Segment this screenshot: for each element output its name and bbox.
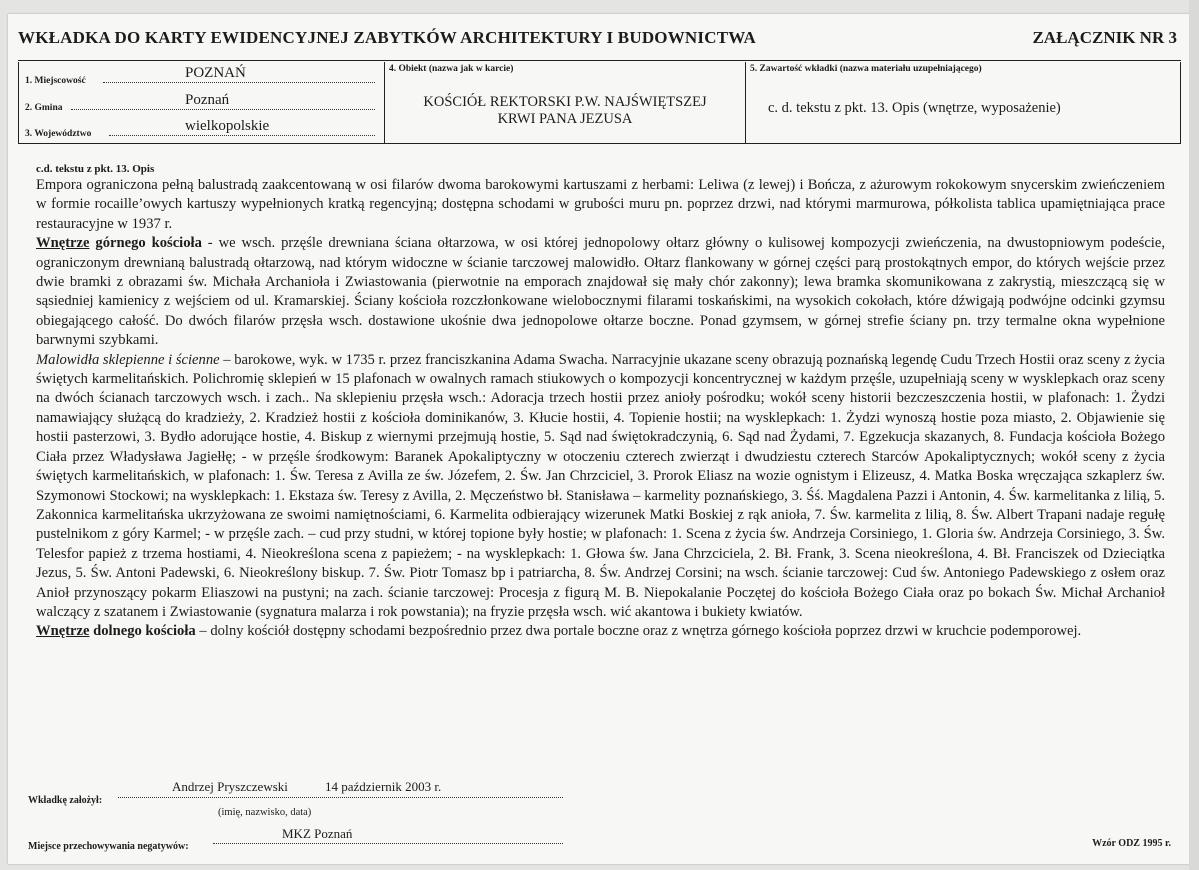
wojewodztwo-label: 3. Województwo: [25, 129, 92, 139]
paragraph-upper-church: [36, 234, 1165, 350]
author-name: Andrzej Pryszczewski: [172, 779, 288, 794]
gmina-label: 2. Gmina: [25, 103, 63, 113]
gmina-value: Poznań: [185, 92, 230, 108]
object-name: [385, 94, 745, 128]
object-name-line-2: KRWI PANA JEZUSA: [497, 111, 633, 127]
metadata-table: [18, 62, 1181, 144]
miejscowosc-label: 1. Miejscowość: [25, 76, 86, 86]
annex-number: ZAŁĄCZNIK NR 3: [1032, 28, 1177, 47]
form-template-id: Wzór ODZ 1995 r.: [1092, 838, 1171, 849]
author-date: 14 październik 2003 r.: [325, 779, 442, 794]
miejscowosc-value: POZNAŃ: [185, 65, 246, 81]
paintings-text: – barokowe, wyk. w 1735 r. przez franciszkanina Adama Swacha. Narracyjnie ukazane sceny obrazują poznańską legendę Cudu Trzech Hostii oraz sceny z życia świętych karmelitańskich. Polichromię sklepień w 15 plafonach w owalnych ramach stiukowych o kompozycji koncentrycznej w każdym przęśle, uzupełniają sceny w wysklepkach oraz sceny na dwóch ścianach tarczowych wsch. i zach.. Na sklepieniu przęsła wsch.: Adoracja trzech hostii przez anioły pośrodku; wokół sceny historii bezczeszczenia hostii, w plafonach: 1. Żydzi namawiający służącą do kradzieży, 2. Kradzież hostii z kościoła dominikanów, 3. Kłucie hostii, 4. Topienie hostii; na wysklepkach: 1. Żydzi wynoszą hostie poza miasto, 2. Objawienie się hostii pasterzowi, 3. Bydło adorujące hostie, 4. Biskup z wiernymi przejmują hostie, 5. Sąd nad świętokradczynią, 6. Sąd nad Żydami, 7. Egzekucja skazanych, 8. Fundacja kościoła Bożego Ciała przez Władysława Jagiełłę; - w przęśle środkowym: Baranek Apokaliptyczny w otoczeniu czterech zwierząt i dwudziestu czterech Starców Apokaliptycznych; wokół sceny z życia świętych karmelitańskich, w plafonach: 1. Św. Teresa z Avilla ze św. Józefem, 2. Św. Jan Chrzciciel, 3. Prorok Eliasz na wozie ognistym i Elizeusz, 4. Matka Boska wręczająca szkaplerz św. Szymonowi Stockowi; na wysklepkach: 1. Ekstaza św. Teresy z Avilla, 2. Męczeństwo bł. Stanisława – karmelity poznańskiego, 3. Śś. Magdalena Pazzi i Antonin, 4. Św. karmelitanka z lilią, 5. Zakonnica karmelitańska ukrzyżowana ze swoimi namiętnościami, 6. Karmelita odbierający wizerunek Matki Boskiej z rąk anioła, 7. Św. karmelita z lilią, 8. Św. Albert Trapani nadaje regułę pustelnikom z góry Karmel; - w przęśle zach. – cud przy studni, w której topione były hostie; w plafonach: 1. Scena z życia św. Andrzeja Corsiniego, 1. Gloria św. Andrzeja Corsiniego, 3. Św. Telesfor papież z trzema hostiami, 4. Nieokreślona scena z papieżem; - na wysklepkach: 1. Głowa św. Jana Chrzciciela, 2. Bł. Frank, 3. Scena nieokreślona, 4. Bł. Franciszek od Dzieciątka Jezus, 5. Św. Antoni Padewski, 6. Nieokreślony biskup. 7. Św. Piotr Tomasz bp i patriarcha, 8. Św. Andrzej Corsini; na wsch. ścianie tarczowej: Cud św. Antoniego Padewskiego z osłem oraz Anioł przynoszący pokarm Eliaszowi na pustyni; na zach. ścianie tarczowej: Procesja z figurą M. B. Niepokalanie Poczętej do kościoła Bożego Ciała oraz po bokach Św. Michał Archanioł walczący z szatanem i Zwiastowanie (sygnatura malarza i rok powstania); na fryzie przęsła wsch. wić akantowa i bukiety kwiatów.: [36, 351, 1165, 620]
author-hint: (imię, nazwisko, data): [218, 807, 312, 818]
description-body: [36, 163, 1165, 642]
paragraph-lower-church: [36, 622, 1165, 641]
storage-label: Miejsce przechowywania negatywów:: [28, 841, 189, 852]
continuation-label: c.d. tekstu z pkt. 13. Opis: [36, 163, 155, 175]
paragraph-empora: Empora ograniczona pełną balustradą zaakcentowaną w osi filarów dwoma barokowymi kartuszami z herbami: Leliwa (z lewej) i Bończa, z ażurowym rokokowym snycerskim zwieńczeniem w formie rocaille’owych kartuszy wypełnionych kratką regencyjną; dostępna schodami w grubości muru pn. poprzez drzwi, nad którymi marmurowa, półkolista tablica upamiętniająca prace restauracyjne w 1937 r.: [36, 177, 1165, 232]
gmina-field: [25, 91, 375, 113]
storage-value: MKZ Poznań: [282, 826, 353, 841]
miejscowosc-dotted-line: [103, 82, 375, 83]
upper-church-text: - we wsch. przęśle drewniana ściana ołtarzowa, w osi której jednopolowy ołtarz główny o kulisowej kompozycji zwieńczenia, na dwustopniowym podeście, ograniczonym drewnianą balustradą ołtarzową, nad którym widoczne w ścianie tarczowej malowidło. Ołtarz flankowany w górnej części parą prostokątnych empor, do których wejście przez dwie bramki z obrazami św. Michała Archanioła i Zwiastowania (pierwotnie na emporach znajdował się mały chór zakonny); lewa bramka skomunikowana z zakrystią, mieszczącą się w sąsiedniej kamienicy z wejściem od ul. Kramarskiej. Ściany kościoła rozczłonkowane wielobocznymi filarami toskańskimi, na wysokich cokołach, które dźwigają podwójne odcinki gzymsu obiegającego całość. Do dwóch filarów przęsła wsch. dostawione ukośnie dwa jednopolowe ołtarze boczne. Ponad gzymsem, w górnej strefie ściany pn. trzy termalne okna wypełnione barwnymi szybkami.: [36, 235, 1165, 349]
storage-dotted-line: [213, 843, 563, 844]
contents-label: 5. Zawartość wkładki (nazwa materiału uzupełniającego): [750, 64, 982, 74]
miejscowosc-field: [25, 64, 375, 86]
header-rule: [18, 60, 1181, 61]
wojewodztwo-field: [25, 117, 375, 139]
paragraph-paintings: [36, 351, 1165, 623]
upper-church-heading: górnego kościoła: [89, 235, 202, 252]
author-label: Wkładkę założył:: [28, 795, 103, 806]
wojewodztwo-dotted-line: [109, 135, 375, 136]
scan-edge: [1189, 0, 1199, 870]
lower-church-text: – dolny kościół dostępny schodami bezpośrednio przez dwa portale boczne oraz z wnętrza górnego kościoła poprzez drzwi w kruchcie podemporowej.: [195, 623, 1082, 640]
object-name-line-1: KOŚCIÓŁ REKTORSKI P.W. NAJŚWIĘTSZEJ: [423, 94, 707, 110]
location-cell: [19, 62, 385, 143]
upper-church-heading-underlined: Wnętrze: [36, 235, 90, 252]
lower-church-heading: dolnego kościoła: [89, 623, 196, 640]
contents-cell: [746, 62, 1180, 143]
paintings-heading: Malowidła sklepienne i ścienne: [36, 351, 220, 368]
object-cell: [385, 62, 746, 143]
object-label: 4. Obiekt (nazwa jak w karcie): [389, 64, 514, 74]
author-dotted-line: [118, 797, 563, 798]
wojewodztwo-value: wielkopolskie: [185, 118, 270, 134]
gmina-dotted-line: [71, 109, 375, 110]
form-title: WKŁADKA DO KARTY EWIDENCYJNEJ ZABYTKÓW ARCHITEKTURY I BUDOWNICTWA: [18, 28, 757, 47]
contents-value: c. d. tekstu z pkt. 13. Opis (wnętrze, wyposażenie): [768, 100, 1061, 116]
lower-church-heading-underlined: Wnętrze: [36, 623, 90, 640]
